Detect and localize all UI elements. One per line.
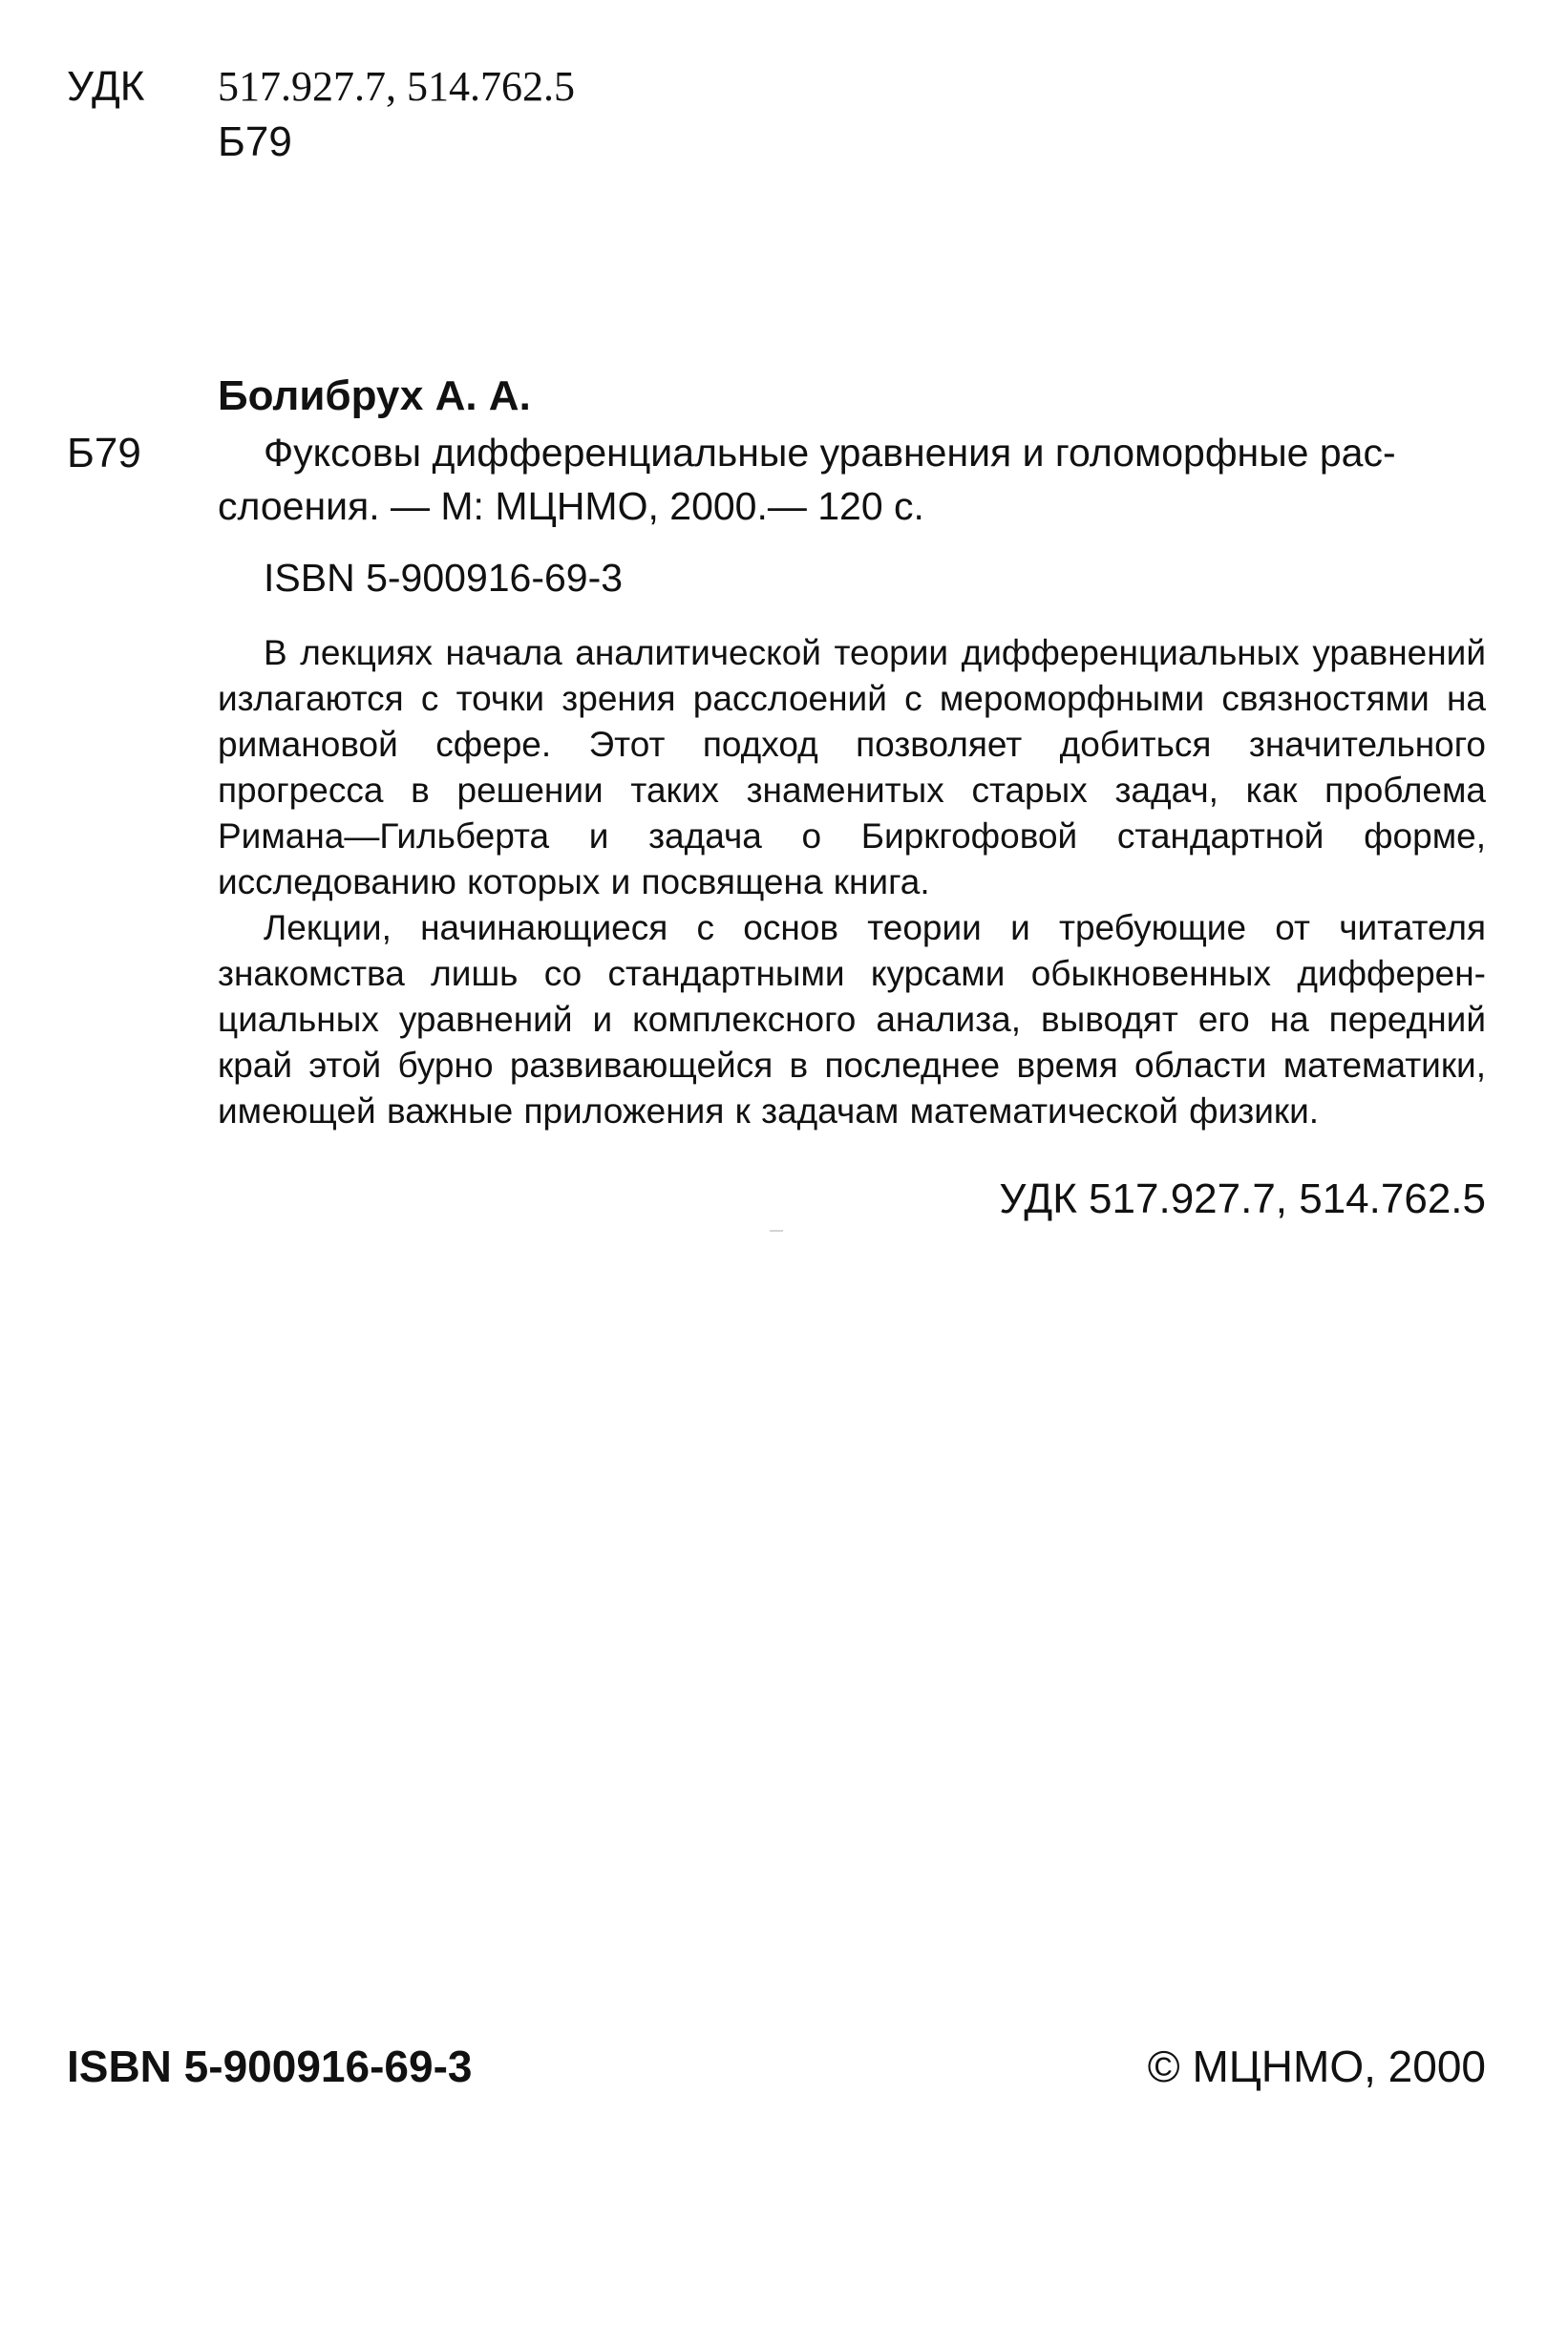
title-line-2: слоения. — М: МЦНМО, 2000.— 120 с. [218,484,924,528]
bibliographic-title [218,426,1486,533]
udk-label: УДК [67,63,145,110]
copyright-notice: © МЦНМО, 2000 [1147,2042,1486,2091]
card-isbn: ISBN 5-900916-69-3 [264,556,624,600]
scan-mark [770,1230,783,1232]
author-name: Болибрух А. А. [218,372,531,419]
abstract-paragraph-2: Лекции, начинающиеся с основ теории и требующие от читателя знакомства лишь со стандартными курсами обыкновенных дифференциальных уравнений и комплексного анализа, выводят его на передний край этой бурно развивающейся в последнее время области математики, имеющей важные приложения к задачам математической физики. [218,908,1486,1131]
catalog-code: Б79 [67,430,141,476]
udk-footer-line: УДК 517.927.7, 514.762.5 [999,1175,1486,1222]
udk-codes: 517.927.7, 514.762.5 [218,63,575,110]
abstract [218,630,1486,1134]
footer-isbn: ISBN 5-900916-69-3 [67,2042,473,2091]
title-line-1: Фуксовы дифференциальные уравнения и голоморфные рас- [264,431,1396,475]
bbk-code: Б79 [218,118,292,165]
abstract-paragraph-1: В лекциях начала аналитической теории дифференциальных уравнений излагаются с точки зрения расслоений с мероморфными связностями на римановой сфере. Этот подход позволяет добиться значительного прогресса в решении таких знаменитых старых задач, как проблема Римана—Гильберта и задача о Биркгофовой стандартной форме, исследованию которых и посвящена книга. [218,633,1486,901]
